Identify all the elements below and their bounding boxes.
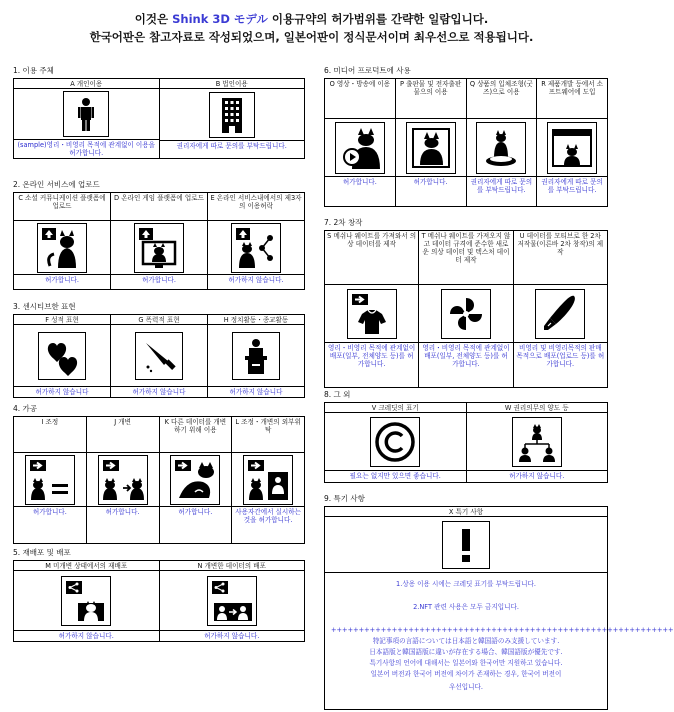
section-processing <box>13 404 305 544</box>
section-online-upload <box>13 180 305 290</box>
note-line: 일본어 버전과 한국어 버전에 차이가 존재하는 경우, 한국어 버전이 <box>370 670 562 678</box>
cell-third-party-license: E 온라인 서비스내에서의 제3자의 이용허락 허가하지 않습니다. <box>208 193 304 289</box>
page-header <box>0 10 623 46</box>
section-media-products <box>324 66 608 207</box>
transfer-rights-icon <box>512 417 562 467</box>
distribute-modified-icon <box>207 576 257 626</box>
texture-icon <box>441 289 491 339</box>
cell-new-clothing-texture: T 메쉬나 웨이트를 가져오지 않고 데이터 규격에 준수한 새로운 의상 데이터 및 텍스처 데이터 제작 영리・비영리 목적에 관계없이 배포(일부, 전체양도 등)를 허가합니다. <box>419 231 513 387</box>
section-redistribution <box>13 548 305 642</box>
note-line: 특기사항의 언어에 대해서는 일본어와 한국어만 지원하고 있습니다. <box>369 659 563 667</box>
pen-icon <box>535 289 585 339</box>
section-title: 9. 특기 사항 <box>324 494 365 503</box>
section-derivative-works <box>324 218 608 388</box>
cell-redistribute-unmodified: M 미개변 상태에서의 재배포 허가하지 않습니다. <box>14 561 160 641</box>
cell-software-integration: R 제품개발 등에서 소프트웨어에 도입 권리자에게 따로 문의를 부탁드립니다. <box>537 79 607 206</box>
cell-social-upload: C 소셜 커뮤니케이션 플랫폼에 업로드 허가합니다. <box>14 193 111 289</box>
person-icon <box>63 91 109 137</box>
section-title: 7. 2차 창작 <box>324 218 363 227</box>
section-title: 6. 미디어 프로덕트에 사용 <box>324 66 411 75</box>
copyright-icon <box>370 417 420 467</box>
building-icon <box>209 92 255 138</box>
cell-sexual-expression: F 성적 표현 허가하지 않습니다 <box>14 315 111 397</box>
section-title: 2. 온라인 서비스에 업로드 <box>13 180 100 189</box>
cell-video-broadcast: O 영상・방송에 이용 허가합니다. <box>325 79 396 206</box>
header-line-2: 한국어판은 참고자료로 작성되었으며, 일본어판이 정식문서이며 최우선으로 적용됩니다. <box>89 30 534 44</box>
cell-figure-goods: Q 상품의 입체조형(굿즈)으로 이용 권리자에게 따로 문의를 부탁드립니다. <box>467 79 538 206</box>
section-title: 3. 센시티브한 표현 <box>13 302 76 311</box>
publication-icon <box>406 122 456 174</box>
section-usage-subject <box>13 66 305 159</box>
modify-icon <box>98 455 148 505</box>
game-upload-icon <box>134 223 184 273</box>
podium-icon <box>232 332 280 380</box>
note-line: 2.NFT 관련 사용은 모두 금지입니다. <box>413 603 519 611</box>
header-line-1: 이것은 Shink 3D モデル 이용규약의 허가범위를 간략한 일람입니다. <box>134 12 489 26</box>
note-line: 特記事項の言語については日本語と韓国語のみ支援しています. <box>372 637 560 645</box>
cell-rights-transfer: W 권리의무의 양도 등 허가하지 않습니다. <box>467 403 608 482</box>
special-notes-box: X 특기 사항 1.상용 이용 시에는 크레딧 표기를 부탁드립니다. 2.NFT 관련 사용은 모두 금지입니다. ++++++++++++++++++++++++++++++++++++++++++++++++++++++++++++++ 特記事項の言語については日本語と韓国語のみ支援しています. 日本語版と韓国語版に違いが存在する場合、韓国語版が優先です. 특기사항의 언어에 대해서는 일본어와 한국어만 지원하고 있습니다. 일본어 버전과 한국어 버전에 차이가 존재하는 경우, 한국어 버전이 우선입니다. <box>324 506 608 710</box>
cell-outsourcing: L 조정・개변의 외부위탁 사용자간에서 실시하는 것을 허가합니다. <box>232 417 304 543</box>
section-others <box>324 390 608 483</box>
outsourcing-icon <box>243 455 293 505</box>
note-separator: ++++++++++++++++++++++++++++++++++++++++++++++++++++++++++++++ <box>331 626 674 634</box>
section-title: 5. 재배포 및 배포 <box>13 548 71 557</box>
note-line: 우선입니다. <box>449 683 483 691</box>
video-icon <box>335 122 385 174</box>
note-line: 1.상용 이용 시에는 크레딧 표기를 부탁드립니다. <box>396 580 536 588</box>
software-icon <box>547 122 597 174</box>
hearts-icon <box>38 332 86 380</box>
cell-political-religious: H 정치활동・종교활동 허가하지 않습니다 <box>208 315 304 397</box>
cell-clothing-from-mesh: S 메쉬나 웨이트를 가져와서 의상 데이터를 제작 영리・비영리 목적에 관계없이 배포(일부, 전체양도 등)를 허가합니다. <box>325 231 419 387</box>
cell-adjust: I 조정 허가합니다. <box>14 417 87 543</box>
cell-distribute-modified: N 개변한 데이터의 배포 허가하지 않습니다. <box>160 561 305 641</box>
figure-goods-icon <box>476 122 526 174</box>
redistribute-icon <box>61 576 111 626</box>
cell-credit-notation: V 크레딧의 표기 필요는 없지만 있으면 좋습니다. <box>325 403 467 482</box>
clothing-icon <box>347 289 397 339</box>
cell-use-for-modification: K 다른 데이터를 개변하기 위해 이용 허가합니다. <box>160 417 233 543</box>
cell-corporate-use: B 법인이용 권리자에게 따로 문의를 부탁드립니다. <box>160 79 305 158</box>
share-third-party-icon <box>231 223 281 273</box>
section-special-notes <box>324 494 674 710</box>
exclamation-icon <box>442 521 490 569</box>
section-sensitive-expression <box>13 302 305 398</box>
cell-game-upload: D 온라인 게임 플랫폼에 업로드 허가합니다. <box>111 193 208 289</box>
section-title: 8. 그 외 <box>324 390 351 399</box>
cell-violent-expression: G 폭력적 표현 허가하지 않습니다 <box>111 315 208 397</box>
knife-icon <box>135 332 183 380</box>
section-title: 1. 이용 주체 <box>13 66 54 75</box>
use-for-modify-icon <box>170 455 220 505</box>
cell-secondary-creation: U 데이터를 모티브로 한 2차 저작물(이른바 2차 창작)의 제작 비영리 및 비영리목적의 판매 목적으로 배포(업로드 등)를 허가합니다. <box>514 231 607 387</box>
cell-publication: P 출판물 및 전자출판물으의 이용 허가합니다. <box>396 79 467 206</box>
special-notes-text <box>325 573 674 701</box>
adjust-icon <box>25 455 75 505</box>
cell-personal-use: A 개인이용 (sample)영리・비영리 목적에 관계없이 이용을 허가합니다. <box>14 79 160 158</box>
cell-modify: J 개변 허가합니다. <box>87 417 160 543</box>
note-line: 日本語版と韓国語版に違いが存在する場合、韓国語版が優先です. <box>369 648 563 656</box>
social-upload-icon <box>37 223 87 273</box>
section-title: 4. 가공 <box>13 404 38 413</box>
